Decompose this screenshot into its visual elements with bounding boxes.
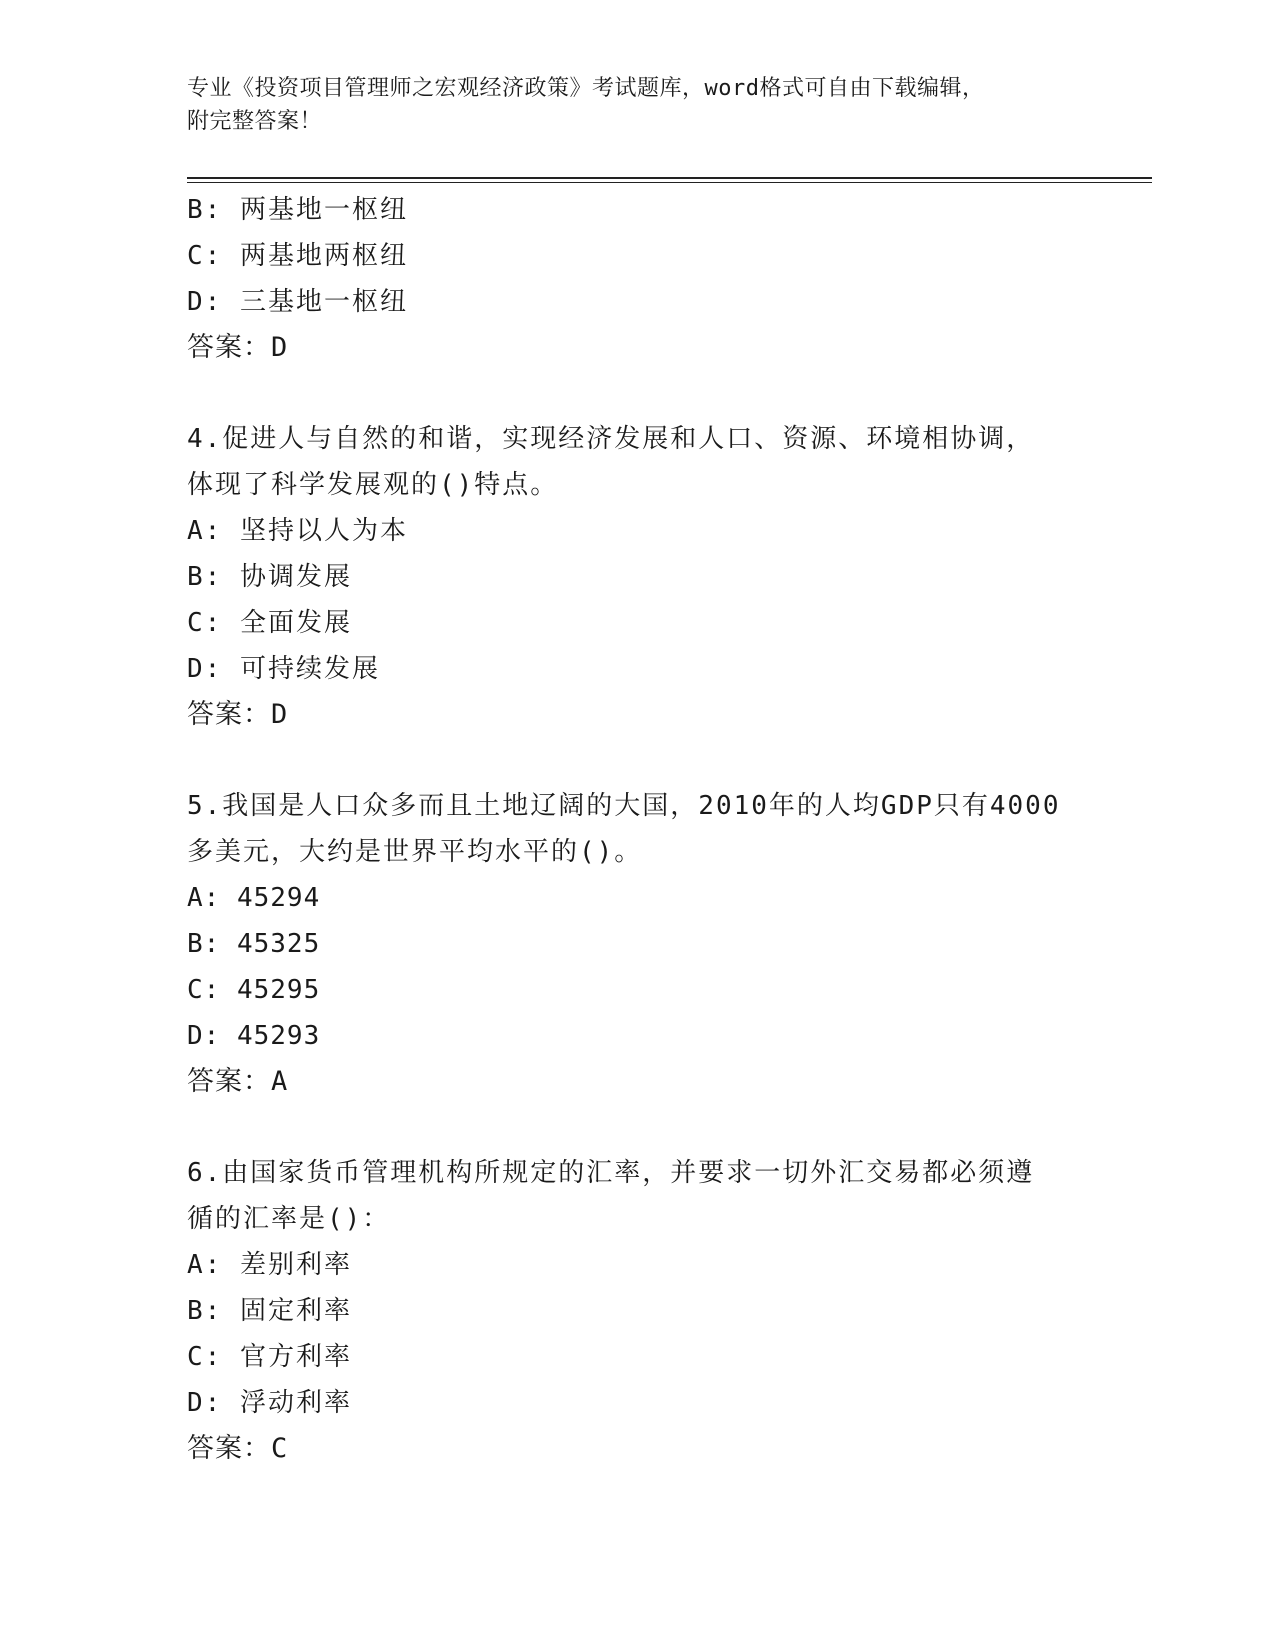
- question-6: [187, 1150, 1087, 1472]
- option-text: 浮动利率: [239, 1388, 352, 1418]
- option-a: [187, 508, 1087, 554]
- spacer: [187, 738, 1087, 783]
- option-c: [187, 1334, 1087, 1380]
- option-d: [187, 1013, 1087, 1059]
- option-text: 协调发展: [239, 562, 352, 592]
- option-text: 45293: [236, 1021, 321, 1051]
- question-3-partial: [187, 187, 1087, 371]
- option-b: [187, 554, 1087, 600]
- option-a: [187, 1242, 1087, 1288]
- answer-label: 答案：: [187, 1433, 271, 1464]
- question-stem-line-2: 体现了科学发展观的()特点。: [187, 470, 559, 500]
- option-text: 三基地一枢纽: [239, 287, 408, 317]
- option-label: B:: [187, 929, 221, 959]
- option-d: [187, 279, 1087, 325]
- option-label: D:: [187, 1021, 221, 1051]
- option-b: [187, 1288, 1087, 1334]
- option-label: A:: [187, 883, 221, 913]
- answer-label: 答案：: [187, 332, 271, 363]
- answer-line: [187, 1059, 1087, 1105]
- answer-line: [187, 1426, 1087, 1472]
- option-text: 固定利率: [239, 1296, 352, 1326]
- answer-line: [187, 692, 1087, 738]
- option-text: 官方利率: [239, 1342, 352, 1372]
- option-c: [187, 233, 1087, 279]
- option-label: A:: [187, 1250, 223, 1280]
- option-a: [187, 875, 1087, 921]
- option-label: C:: [187, 608, 223, 638]
- spacer: [187, 371, 1087, 416]
- answer-value: D: [271, 699, 289, 730]
- question-stem-line-1: 6.由国家货币管理机构所规定的汇率，并要求一切外汇交易都必须遵: [187, 1158, 1035, 1188]
- option-d: [187, 1380, 1087, 1426]
- question-list: [187, 187, 1087, 1472]
- question-stem-line-1: 5.我国是人口众多而且土地辽阔的大国，2010年的人均GDP只有4000: [187, 791, 1061, 821]
- option-label: B:: [187, 1296, 223, 1326]
- answer-value: D: [271, 332, 289, 363]
- option-text: 坚持以人为本: [239, 516, 408, 546]
- question-stem-line-2: 循的汇率是()：: [187, 1204, 391, 1234]
- option-text: 可持续发展: [239, 654, 380, 684]
- option-text: 45325: [236, 929, 321, 959]
- answer-label: 答案：: [187, 1066, 271, 1097]
- option-label: C:: [187, 975, 221, 1005]
- option-text: 全面发展: [239, 608, 352, 638]
- question-4: [187, 416, 1087, 738]
- option-label: D:: [187, 1388, 223, 1418]
- option-b: [187, 187, 1087, 233]
- answer-line: [187, 325, 1087, 371]
- option-text: 两基地两枢纽: [239, 241, 408, 271]
- option-text: 差别利率: [239, 1250, 352, 1280]
- spacer: [187, 1105, 1087, 1150]
- option-text: 45294: [236, 883, 321, 913]
- option-c: [187, 967, 1087, 1013]
- header-line-2: 附完整答案！: [187, 109, 323, 134]
- option-d: [187, 646, 1087, 692]
- question-stem-line-1: 4.促进人与自然的和谐，实现经济发展和人口、资源、环境相协调，: [187, 424, 1035, 454]
- question-5: [187, 783, 1087, 1105]
- option-label: D:: [187, 654, 223, 684]
- option-text: 45295: [236, 975, 321, 1005]
- option-label: C:: [187, 1342, 223, 1372]
- option-text: 两基地一枢纽: [239, 195, 408, 225]
- question-stem-line-2: 多美元，大约是世界平均水平的()。: [187, 837, 643, 867]
- document-header: [187, 72, 1077, 138]
- header-line-1: 专业《投资项目管理师之宏观经济政策》考试题库，word格式可自由下载编辑，: [187, 76, 985, 101]
- option-b: [187, 921, 1087, 967]
- option-c: [187, 600, 1087, 646]
- option-label: B:: [187, 195, 223, 225]
- option-label: D:: [187, 287, 223, 317]
- answer-label: 答案：: [187, 699, 271, 730]
- header-divider-top: [187, 177, 1152, 179]
- option-label: A:: [187, 516, 223, 546]
- option-label: B:: [187, 562, 223, 592]
- header-divider-bottom: [187, 182, 1152, 183]
- option-label: C:: [187, 241, 223, 271]
- answer-value: C: [271, 1433, 289, 1464]
- answer-value: A: [271, 1066, 289, 1097]
